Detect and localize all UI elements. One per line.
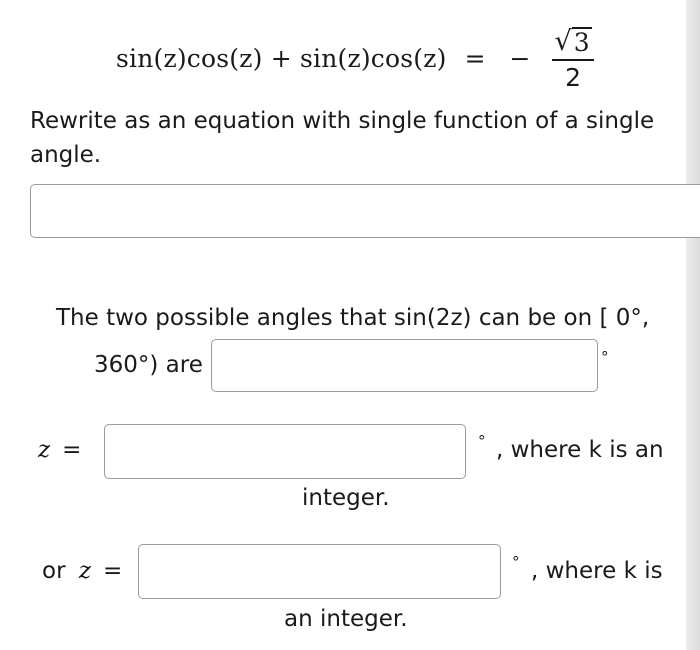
angles-input[interactable]: [211, 339, 598, 392]
z-suffix: , where k is an: [496, 437, 664, 463]
fraction-numerator: [552, 27, 593, 59]
scrollbar[interactable]: [686, 0, 700, 650]
z-solution-input[interactable]: [104, 424, 466, 479]
z-degree-symbol: °: [478, 432, 486, 450]
rewritten-equation-input[interactable]: [30, 184, 700, 238]
fraction-denominator: 2: [565, 62, 581, 92]
or-z-label: [42, 558, 122, 584]
equation-equals: =: [464, 43, 486, 73]
z-continuation: integer.: [302, 485, 390, 511]
equation-lhs: sin(z)cos(z) + sin(z)cos(z): [116, 43, 447, 73]
radicand: 3: [573, 27, 590, 57]
z-label: [38, 437, 81, 463]
given-equation: [116, 22, 594, 94]
or-z-variable: z: [78, 558, 91, 584]
z-equals: =: [62, 437, 82, 463]
instruction-text: Rewrite as an equation with single function of a single angle.: [30, 108, 655, 168]
angles-sentence-line1: The two possible angles that sin(2z) can be on [ 0°,: [56, 305, 650, 331]
equation-fraction: [552, 27, 593, 90]
or-z-solution-input[interactable]: [138, 544, 501, 599]
or-z-continuation: an integer.: [284, 606, 408, 632]
or-z-degree-symbol: °: [512, 553, 520, 571]
or-z-suffix: , where k is: [531, 558, 663, 584]
or-z-equals: =: [102, 558, 123, 584]
angles-sentence-line2: 360°) are: [94, 352, 203, 378]
radical-sign: √: [554, 25, 572, 57]
z-variable: z: [38, 437, 51, 463]
angles-degree-symbol: °: [601, 348, 609, 366]
equation-minus: −: [509, 43, 531, 73]
or-word: or: [42, 558, 66, 584]
